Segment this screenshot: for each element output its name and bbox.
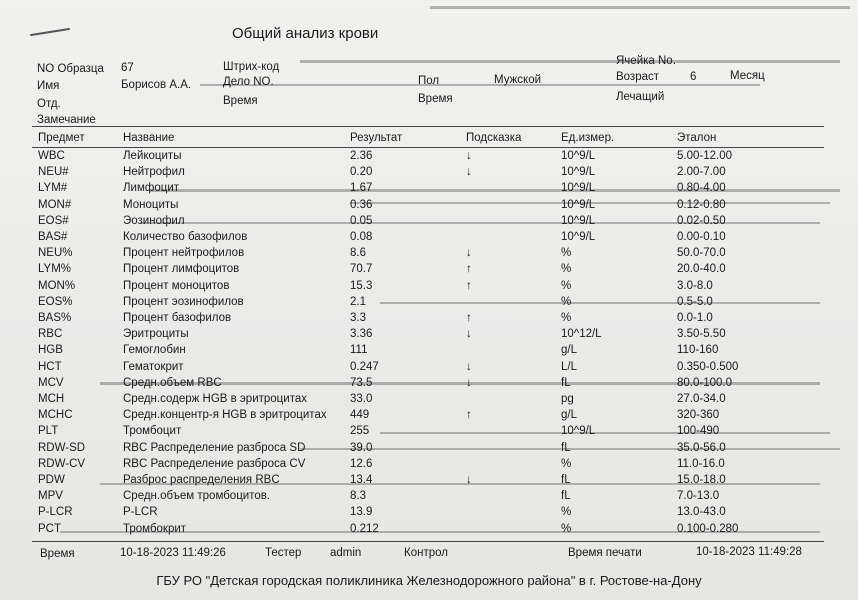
row-result: 0.36 xyxy=(350,198,373,211)
row-code: MON% xyxy=(38,279,76,292)
row-name: Средн.объем тромбоцитов. xyxy=(123,490,271,503)
row-name: Гематокрит xyxy=(123,360,184,373)
row-code: BAS% xyxy=(38,312,72,324)
table-header xyxy=(0,131,858,147)
row-ref: 0.0-1.0 xyxy=(677,312,713,324)
row-ref: 3.50-5.50 xyxy=(677,328,726,341)
row-name: Тромбокрит xyxy=(123,522,187,535)
row-ref: 320-360 xyxy=(677,409,720,422)
table-row xyxy=(0,279,858,295)
row-result: 0.08 xyxy=(350,231,373,243)
row-code: PCT xyxy=(38,522,61,535)
table-row xyxy=(0,376,858,392)
row-unit: % xyxy=(561,522,572,535)
divider-line xyxy=(32,126,824,127)
time-label: Время xyxy=(223,95,258,107)
row-code: PDW xyxy=(38,474,65,486)
row-name: Нейтрофил xyxy=(123,166,185,179)
arrow-down-icon: ↓ xyxy=(466,360,472,373)
table-row xyxy=(0,327,858,343)
row-result: 2.1 xyxy=(350,295,366,308)
table-row xyxy=(0,149,858,165)
table-row xyxy=(0,198,858,214)
row-unit: 10^12/L xyxy=(561,328,602,341)
row-code: BAS# xyxy=(38,231,68,243)
name-label: Имя xyxy=(37,80,60,92)
row-code: EOS% xyxy=(38,295,73,308)
row-unit: % xyxy=(561,295,572,308)
row-result: 3.36 xyxy=(350,328,373,341)
bottom-time-value: 10-18-2023 11:49:26 xyxy=(120,547,226,559)
row-ref: 7.0-13.0 xyxy=(677,490,720,503)
col-result-header: Результат xyxy=(350,132,403,144)
row-name: RBC Распределение разброса SD xyxy=(123,441,306,454)
row-ref: 100-490 xyxy=(677,425,720,438)
printer-streak xyxy=(200,84,760,86)
row-result: 13.4 xyxy=(350,474,373,486)
sample-label: NO Образца xyxy=(37,63,104,75)
row-name: Эритроциты xyxy=(123,328,189,341)
arrow-down-icon: ↓ xyxy=(466,328,472,341)
dept-label: Отд. xyxy=(37,98,61,110)
table-row xyxy=(0,424,858,440)
row-code: EOS# xyxy=(38,214,69,227)
sample-value: 67 xyxy=(121,62,134,74)
row-unit: 10^9/L xyxy=(561,425,596,438)
table-row xyxy=(0,311,858,327)
col-name-header: Название xyxy=(123,132,175,144)
row-code: MCV xyxy=(38,376,64,389)
row-ref: 50.0-70.0 xyxy=(677,247,726,260)
row-result: 33.0 xyxy=(350,393,373,405)
row-name: Процент базофилов xyxy=(123,312,232,324)
row-name: Разброс распределения RBC xyxy=(123,474,280,486)
table-row xyxy=(0,408,858,424)
row-name: Процент моноцитов xyxy=(123,279,230,292)
sex-value: Мужской xyxy=(494,74,542,86)
cell-label: Ячейка No. xyxy=(616,55,676,67)
row-code: PLT xyxy=(38,425,59,438)
row-result: 70.7 xyxy=(350,263,373,276)
row-code: WBC xyxy=(38,150,65,162)
name-value: Борисов А.А. xyxy=(121,79,192,91)
row-code: MON# xyxy=(38,198,72,211)
row-result: 12.6 xyxy=(350,457,373,470)
age-unit: Месяц xyxy=(730,70,765,82)
row-ref: 0.12-0.80 xyxy=(677,198,726,211)
row-name: Гемоглобин xyxy=(123,344,186,357)
row-unit: L/L xyxy=(561,360,577,373)
arrow-up-icon: ↑ xyxy=(466,312,472,324)
time2-label: Время xyxy=(418,93,453,105)
row-unit: fL xyxy=(561,490,571,503)
row-code: MCHC xyxy=(38,409,73,422)
table-row xyxy=(0,360,858,376)
row-result: 255 xyxy=(350,425,370,438)
row-code: LYM% xyxy=(38,263,72,276)
divider-line xyxy=(32,541,824,542)
row-unit: % xyxy=(561,506,572,519)
row-ref: 0.80-4.00 xyxy=(677,182,726,195)
row-ref: 27.0-34.0 xyxy=(677,393,726,405)
row-result: 15.3 xyxy=(350,279,373,292)
control-label: Контрол xyxy=(404,547,448,559)
row-unit: % xyxy=(561,279,572,292)
row-code: P-LCR xyxy=(38,506,73,519)
table-row xyxy=(0,441,858,457)
row-name: Процент эозинофилов xyxy=(123,295,244,308)
table-row xyxy=(0,181,858,197)
report-title: Общий анализ крови xyxy=(232,25,379,42)
institution-footer: ГБУ РО "Детская городская поликлиника Железнодорожного района" в г. Ростове-на-Дону xyxy=(156,573,702,588)
arrow-down-icon: ↓ xyxy=(466,247,472,260)
row-result: 0.05 xyxy=(350,214,373,227)
row-unit: 10^9/L xyxy=(561,182,596,195)
row-ref: 15.0-18.0 xyxy=(677,474,726,486)
row-ref: 5.00-12.00 xyxy=(677,150,732,162)
row-unit: % xyxy=(561,247,572,260)
row-code: MPV xyxy=(38,490,63,503)
row-ref: 13.0-43.0 xyxy=(677,506,726,519)
row-name: RBC Распределение разброса CV xyxy=(123,457,306,470)
row-name: Средн.содерж HGB в эритроцитах xyxy=(123,393,307,405)
row-result: 1.67 xyxy=(350,182,373,195)
table-row xyxy=(0,295,858,311)
row-ref: 0.100-0.280 xyxy=(677,522,739,535)
row-code: HCT xyxy=(38,360,62,373)
row-ref: 11.0-16.0 xyxy=(677,457,725,470)
row-name: Лейкоциты xyxy=(123,150,182,162)
table-row xyxy=(0,473,858,489)
col-code-header: Предмет xyxy=(38,132,85,144)
arrow-down-icon: ↓ xyxy=(466,150,472,162)
printer-streak xyxy=(430,6,850,9)
row-unit: fL xyxy=(561,474,571,486)
row-code: LYM# xyxy=(38,182,68,195)
table-row xyxy=(0,489,858,505)
row-result: 111 xyxy=(350,344,368,357)
row-code: MCH xyxy=(38,393,65,405)
row-code: HGB xyxy=(38,344,63,357)
table-row xyxy=(0,262,858,278)
row-ref: 0.350-0.500 xyxy=(677,360,739,373)
table-row xyxy=(0,246,858,262)
tester-value: admin xyxy=(330,547,362,559)
row-unit: pg xyxy=(561,393,574,405)
arrow-up-icon: ↑ xyxy=(466,263,472,276)
row-code: RDW-CV xyxy=(38,457,86,470)
row-unit: % xyxy=(561,457,572,470)
row-code: NEU% xyxy=(38,247,73,260)
col-flag-header: Подсказка xyxy=(466,132,522,144)
row-name: P-LCR xyxy=(123,506,158,519)
sex-label: Пол xyxy=(418,75,440,87)
col-unit-header: Ед.измер. xyxy=(561,132,615,144)
table-row xyxy=(0,165,858,181)
row-name: Лимфоцит xyxy=(123,182,180,195)
row-unit: % xyxy=(561,263,572,276)
row-result: 449 xyxy=(350,409,370,422)
row-result: 0.247 xyxy=(350,360,379,373)
row-unit: fL xyxy=(561,441,571,454)
row-result: 2.36 xyxy=(350,150,373,162)
row-name: Количество базофилов xyxy=(123,231,248,243)
row-result: 73.5 xyxy=(350,376,373,389)
age-value: 6 xyxy=(690,71,697,83)
pen-mark xyxy=(30,28,70,36)
age-label: Возраст xyxy=(616,71,660,83)
row-unit: fL xyxy=(561,376,571,389)
col-ref-header: Эталон xyxy=(677,132,717,144)
row-ref: 80.0-100.0 xyxy=(677,376,732,389)
row-ref: 3.0-8.0 xyxy=(677,279,713,292)
table-row xyxy=(0,230,858,246)
row-name: Моноциты xyxy=(123,198,179,211)
table-row xyxy=(0,457,858,473)
row-name: Средн.концентр-я HGB в эритроцитах xyxy=(123,409,327,422)
remark-label: Замечание xyxy=(37,114,96,126)
row-ref: 0.5-5.0 xyxy=(677,295,713,308)
row-name: Тромбоцит xyxy=(123,425,182,438)
print-time-label: Время печати xyxy=(568,547,642,559)
divider-line xyxy=(32,147,824,148)
print-time-value: 10-18-2023 11:49:28 xyxy=(696,546,802,558)
row-unit: 10^9/L xyxy=(561,166,596,179)
row-result: 3.3 xyxy=(350,312,366,324)
table-row xyxy=(0,505,858,521)
doctor-label: Лечащий xyxy=(616,91,665,103)
arrow-up-icon: ↑ xyxy=(466,409,472,422)
row-name: Процент нейтрофилов xyxy=(123,247,245,260)
row-ref: 35.0-56.0 xyxy=(677,441,726,454)
row-ref: 20.0-40.0 xyxy=(677,263,726,276)
row-result: 8.3 xyxy=(350,490,366,503)
row-name: Процент лимфоцитов xyxy=(123,263,240,276)
arrow-up-icon: ↑ xyxy=(466,279,472,292)
row-ref: 2.00-7.00 xyxy=(677,166,726,179)
row-result: 8.6 xyxy=(350,247,366,260)
arrow-down-icon: ↓ xyxy=(466,166,472,179)
row-unit: 10^9/L xyxy=(561,150,596,162)
row-code: RBC xyxy=(38,328,63,341)
arrow-down-icon: ↓ xyxy=(466,474,472,486)
table-row xyxy=(0,392,858,408)
row-name: Средн.объем RBC xyxy=(123,376,222,389)
row-ref: 0.00-0.10 xyxy=(677,231,726,243)
table-row xyxy=(0,522,858,538)
row-unit: g/L xyxy=(561,409,577,422)
printer-streak xyxy=(300,60,840,63)
case-label: Дело NO. xyxy=(223,76,274,88)
arrow-down-icon: ↓ xyxy=(466,376,472,389)
row-unit: g/L xyxy=(561,344,577,357)
row-result: 0.212 xyxy=(350,522,379,535)
tester-label: Тестер xyxy=(265,547,302,559)
barcode-label: Штрих-код xyxy=(223,61,280,73)
row-ref: 110-160 xyxy=(677,344,719,357)
table-row xyxy=(0,214,858,230)
row-ref: 0.02-0.50 xyxy=(677,214,726,227)
row-unit: 10^9/L xyxy=(561,231,596,243)
row-unit: 10^9/L xyxy=(561,198,596,211)
bottom-time-label: Время xyxy=(40,548,75,560)
row-result: 0.20 xyxy=(350,166,373,179)
row-unit: 10^9/L xyxy=(561,214,596,227)
row-result: 39.0 xyxy=(350,441,373,454)
row-name: Эозинофил xyxy=(123,214,185,227)
row-unit: % xyxy=(561,312,572,324)
table-row xyxy=(0,343,858,359)
row-result: 13.9 xyxy=(350,506,373,519)
row-code: NEU# xyxy=(38,166,69,179)
row-code: RDW-SD xyxy=(38,441,86,454)
